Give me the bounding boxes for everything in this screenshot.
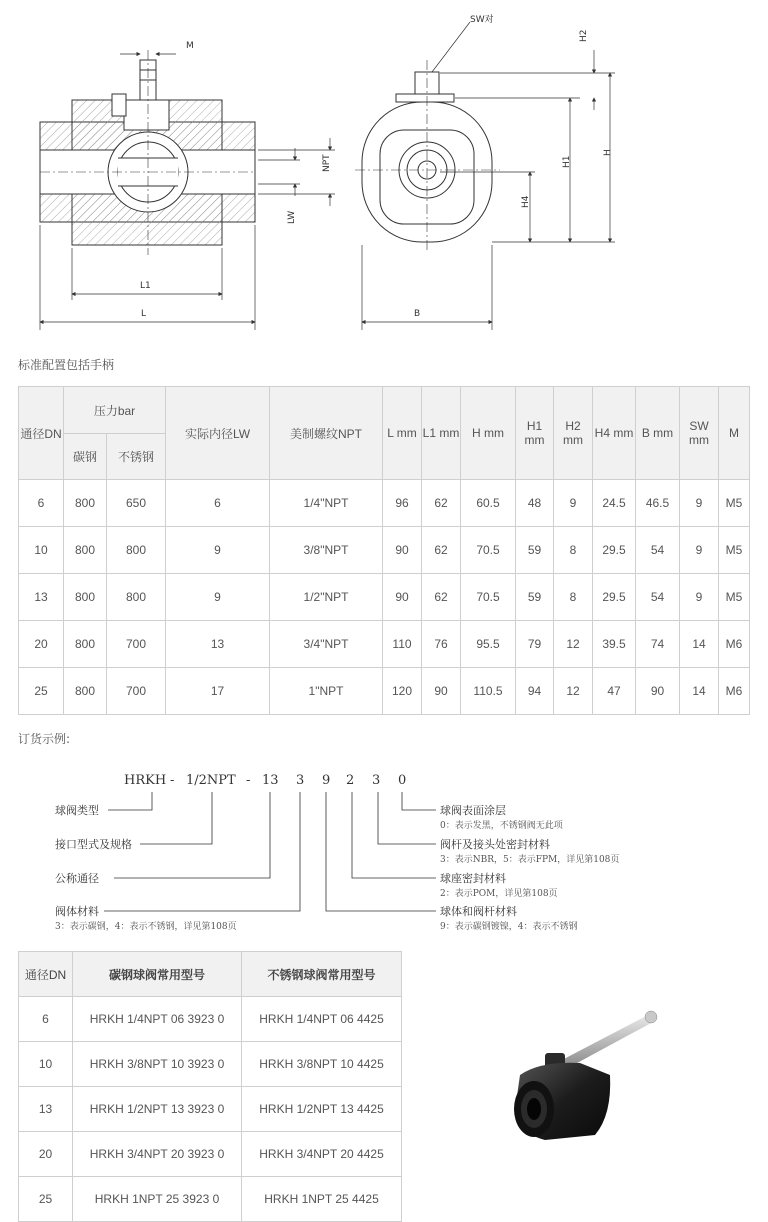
cell-sw: 9 [680,574,719,621]
cell-lw: 9 [166,527,270,574]
cell-m: M5 [719,527,750,574]
table-row [19,1087,402,1132]
cell-h: 95.5 [461,621,516,668]
order-label-dn: 公称通径 [55,872,99,885]
cell-l: 120 [383,668,422,715]
table-row [19,997,402,1042]
cell-sw: 14 [680,668,719,715]
order-note-seat: 2：表示POM，详见第108页 [440,889,558,899]
cell-lw: 6 [166,480,270,527]
cell-dn: 20 [19,621,64,668]
cell-carbon: 800 [64,668,107,715]
header-dn: 通径DN [19,952,73,997]
header-b: B mm [636,387,680,480]
cell-npt: 1/2"NPT [270,574,383,621]
cell-h2: 9 [554,480,593,527]
header-stainless-models: 不锈钢球阀常用型号 [242,952,402,997]
header-l1: L1 mm [422,387,461,480]
cell-carbon: 800 [64,621,107,668]
header-m: M [719,387,750,480]
header-carbon: 碳钢 [64,434,107,480]
cell-stainless: 700 [107,668,166,715]
table-row [19,527,750,574]
cell-h: 110.5 [461,668,516,715]
dim-label-h1: H1 [562,155,572,168]
cell-carbon: 800 [64,574,107,621]
header-sw: SW mm [680,387,719,480]
cell-b: 90 [636,668,680,715]
cell-h: 70.5 [461,574,516,621]
cell-l1: 62 [422,574,461,621]
cell-stainless: 650 [107,480,166,527]
code-sep: - [246,773,251,788]
cell-m: M5 [719,574,750,621]
code-part-dn: 13 [262,773,279,788]
header-stainless: 不锈钢 [107,434,166,480]
header-h2: H2 mm [554,387,593,480]
header-dn: 通径DN [19,387,64,480]
cell-l1: 62 [422,527,461,574]
cell-h2: 12 [554,621,593,668]
cell-l1: 90 [422,668,461,715]
code-part-type: HRKH [124,773,167,788]
cell-m: M6 [719,621,750,668]
table-row [19,574,750,621]
cell-h2: 12 [554,668,593,715]
cell-h1: 94 [516,668,554,715]
header-h4: H4 mm [593,387,636,480]
spec-table [18,386,750,715]
cell-carbon-model: HRKH 1NPT 25 3923 0 [73,1177,242,1222]
dim-label-lw: LW [287,210,297,224]
cell-h: 70.5 [461,527,516,574]
table-row [19,668,750,715]
cell-stainless-model: HRKH 1/4NPT 06 4425 [242,997,402,1042]
cell-h4: 29.5 [593,574,636,621]
cell-npt: 1"NPT [270,668,383,715]
cell-lw: 17 [166,668,270,715]
cell-dn: 13 [19,1087,73,1132]
table-row [19,1132,402,1177]
cell-carbon-model: HRKH 1/2NPT 13 3923 0 [73,1087,242,1132]
code-part-seat: 2 [346,773,355,788]
cell-stainless-model: HRKH 3/4NPT 20 4425 [242,1132,402,1177]
table-row [19,1042,402,1087]
cell-dn: 6 [19,480,64,527]
cell-l: 90 [383,574,422,621]
table-row [19,621,750,668]
cell-h1: 59 [516,527,554,574]
cell-b: 54 [636,527,680,574]
code-part-ball: 9 [322,773,331,788]
dim-label-b: B [414,309,421,319]
header-npt: 美制螺纹NPT [270,387,383,480]
header-h1: H1 mm [516,387,554,480]
technical-drawing [0,0,768,345]
cell-carbon-model: HRKH 3/8NPT 10 3923 0 [73,1042,242,1087]
cell-lw: 13 [166,621,270,668]
cell-stainless: 700 [107,621,166,668]
cell-h2: 8 [554,574,593,621]
order-note-coating: 0：表示发黑，不锈钢阀无此项 [440,821,563,831]
code-part-port: 1/2NPT [186,773,236,788]
cell-dn: 10 [19,527,64,574]
cell-h1: 48 [516,480,554,527]
cell-h2: 8 [554,527,593,574]
dim-label-h: H [603,149,613,156]
cell-carbon-model: HRKH 3/4NPT 20 3923 0 [73,1132,242,1177]
order-note-ball: 9：表示碳钢镀镍，4：表示不锈钢 [440,922,578,932]
order-label-seat: 球座密封材料 [440,872,506,885]
cell-b: 74 [636,621,680,668]
code-part-coating: 0 [398,773,407,788]
dim-label-l: L [141,309,147,319]
cell-sw: 14 [680,621,719,668]
cell-h4: 29.5 [593,527,636,574]
order-label-coating: 球阀表面涂层 [440,804,506,817]
cell-l: 90 [383,527,422,574]
cell-h4: 47 [593,668,636,715]
code-sep: - [170,773,175,788]
cell-stainless-model: HRKH 3/8NPT 10 4425 [242,1042,402,1087]
cell-carbon: 800 [64,480,107,527]
end-view [355,60,500,250]
order-label-body: 阀体材料 [55,905,99,918]
dim-label-sw: SW对 [470,15,494,25]
order-note-body: 3：表示碳钢，4：表示不锈钢，详见第108页 [55,922,237,932]
cell-sw: 9 [680,527,719,574]
order-example-caption: 订货示例: [18,732,71,746]
ball-valve-photo [500,1005,670,1155]
cell-dn: 25 [19,668,64,715]
cell-sw: 9 [680,480,719,527]
dim-label-npt: NPT [322,154,332,172]
cell-l1: 76 [422,621,461,668]
cell-carbon-model: HRKH 1/4NPT 06 3923 0 [73,997,242,1042]
dim-label-h2: H2 [579,29,589,42]
cell-h1: 79 [516,621,554,668]
order-label-type: 球阀类型 [55,804,99,817]
cell-stainless: 800 [107,574,166,621]
section-view [40,50,255,255]
cell-stainless-model: HRKH 1NPT 25 4425 [242,1177,402,1222]
cell-npt: 1/4"NPT [270,480,383,527]
table-row [19,480,750,527]
cell-dn: 20 [19,1132,73,1177]
cell-npt: 3/4"NPT [270,621,383,668]
table-row [19,1177,402,1222]
cell-dn: 6 [19,997,73,1042]
cell-b: 46.5 [636,480,680,527]
cell-l: 96 [383,480,422,527]
code-part-seal: 3 [372,773,381,788]
cell-dn: 10 [19,1042,73,1087]
header-lw: 实际内径LW [166,387,270,480]
dim-label-l1: L1 [140,281,151,291]
cell-m: M5 [719,480,750,527]
cell-m: M6 [719,668,750,715]
order-code-diagram [0,760,768,950]
header-l: L mm [383,387,422,480]
code-part-body: 3 [296,773,305,788]
cell-h: 60.5 [461,480,516,527]
standard-config-caption: 标准配置包括手柄 [18,358,115,372]
order-label-ball: 球体和阀杆材料 [440,905,517,918]
dim-label-m: M [186,41,194,51]
header-pressure: 压力bar [64,387,166,434]
order-label-port: 接口型式及规格 [55,838,132,851]
header-carbon-models: 碳钢球阀常用型号 [73,952,242,997]
order-note-seal: 3：表示NBR，5：表示FPM，详见第108页 [440,855,620,865]
order-label-seal: 阀杆及接头处密封材料 [440,838,550,851]
cell-h4: 39.5 [593,621,636,668]
cell-lw: 9 [166,574,270,621]
cell-l: 110 [383,621,422,668]
dim-label-h4: H4 [521,195,531,208]
header-h: H mm [461,387,516,480]
cell-npt: 3/8"NPT [270,527,383,574]
cell-carbon: 800 [64,527,107,574]
cell-stainless: 800 [107,527,166,574]
cell-h4: 24.5 [593,480,636,527]
cell-h1: 59 [516,574,554,621]
cell-l1: 62 [422,480,461,527]
cell-b: 54 [636,574,680,621]
cell-stainless-model: HRKH 1/2NPT 13 4425 [242,1087,402,1132]
cell-dn: 13 [19,574,64,621]
cell-dn: 25 [19,1177,73,1222]
models-table [18,951,402,1222]
